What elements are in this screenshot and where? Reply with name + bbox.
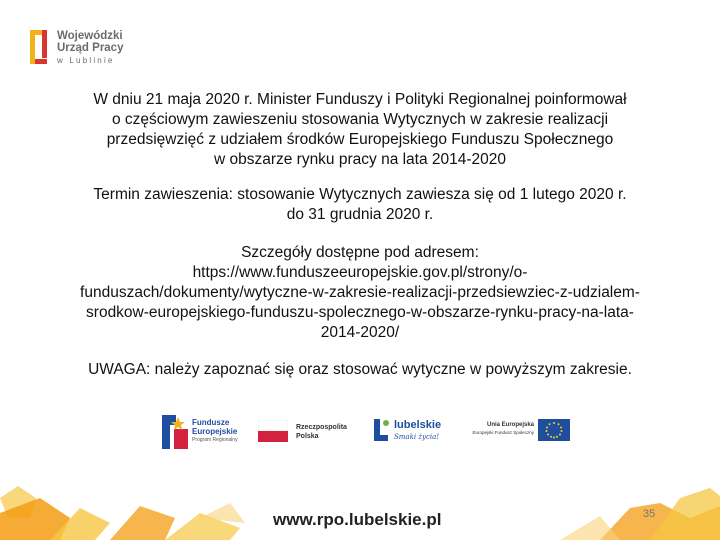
notice-paragraph [40,360,680,380]
text-line: przedsięwzięć z udziałem środków Europejskiego Funduszu Społecznego [106,131,614,148]
wup-logo [30,28,160,68]
poland-flag-icon [258,420,288,442]
logo-line-2: Urząd Pracy [57,42,124,54]
announcement-paragraph [40,90,680,170]
rp-line-1: Rzeczpospolita [296,424,347,431]
wup-logo-mark [30,30,50,64]
details-link-line[interactable]: funduszach/dokumenty/wytyczne-w-zakresie-realizacji-przedsiewziec-z-udzialem- [80,284,640,301]
lubelskie-logo [372,405,454,460]
suspension-term-paragraph [40,185,680,225]
ue-line-2: Europejski Fundusz Społeczny [472,430,534,435]
footer-url[interactable]: www.rpo.lubelskie.pl [273,510,442,529]
ue-line-1: Unia Europejska [486,422,534,428]
rp-line-2: Polska [296,433,319,440]
text-line: W dniu 21 maja 2020 r. Minister Funduszy i Polityki Regionalnej poinformował [93,91,627,108]
logo-line-1: Wojewódzki [57,30,123,42]
page-number: 35 [643,508,656,520]
fe-line-1: Fundusze [192,418,230,427]
details-paragraph [40,243,680,343]
rzeczpospolita-polska-logo [258,405,350,460]
lubelskie-slogan: Smaki życia! [394,433,440,441]
fundusze-europejskie-logo [162,405,254,460]
details-intro: Szczegóły dostępne pod adresem: [241,244,479,261]
details-link-line[interactable]: srodkow-europejskiego-funduszu-spolecznego-w-obszarze-rynku-pracy-na-lata- [86,304,634,321]
logo-line-3: w Lublinie [57,56,115,65]
details-link-line[interactable]: https://www.funduszeeuropejskie.gov.pl/strony/o- [192,264,528,281]
lubelskie-mark-icon [372,417,392,443]
fe-line-3: Program Regionalny [192,437,238,443]
fe-star-icon [162,415,188,449]
eu-funding-logo-strip [150,405,570,460]
details-link-line[interactable]: 2014-2020/ [320,324,400,341]
text-line: w obszarze rynku pracy na lata 2014-2020 [213,151,507,168]
text-line: o częściowym zawieszeniu stosowania Wytycznych w zakresie realizacji [111,111,609,128]
eu-flag-icon [538,419,570,441]
unia-europejska-logo [472,405,572,460]
lubelskie-name: lubelskie [394,419,442,431]
text-line: do 31 grudnia 2020 r. [286,206,434,223]
text-line: Termin zawieszenia: stosowanie Wytycznych zawiesza się od 1 lutego 2020 r. [93,186,627,203]
fe-line-2: Europejskie [192,427,238,436]
notice-text: UWAGA: należy zapoznać się oraz stosować wytyczne w powyższym zakresie. [88,361,632,378]
